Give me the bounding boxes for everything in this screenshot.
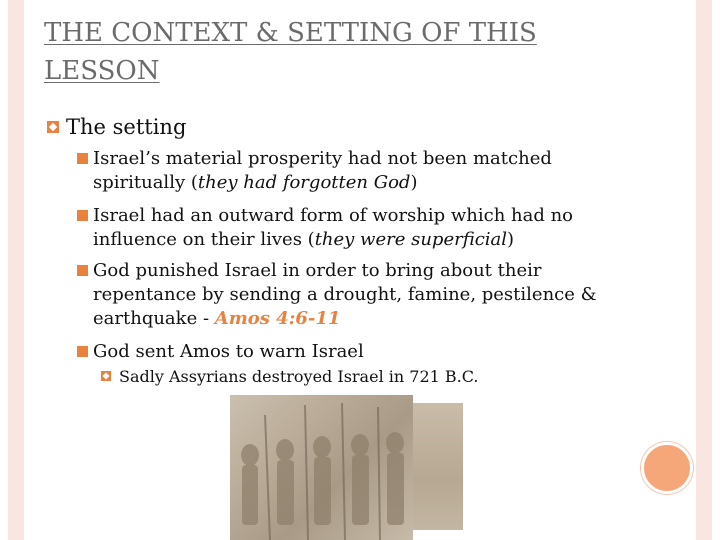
relief-image-fragment [413, 403, 463, 530]
diamond-bullet-icon [47, 121, 59, 133]
bullet-1: Israel’s material prosperity had not been matched spiritually (they had forgotten God) [93, 148, 552, 193]
bullet-4: God sent Amos to warn Israel [93, 341, 364, 362]
square-bullet-icon [77, 265, 88, 276]
decorative-circle [641, 442, 693, 494]
bullet-3: God punished Israel in order to bring about their repentance by sending a drought, famine, pestilence & earthquake - Amos 4:6-11 [93, 260, 597, 329]
square-bullet-icon [77, 346, 88, 357]
bullet-2: Israel had an outward form of worship which had no influence on their lives (they were superficial) [93, 205, 574, 250]
square-bullet-icon [77, 153, 88, 164]
setting-heading: The setting [66, 115, 187, 139]
scripture-reference: Amos 4:6-11 [214, 308, 341, 329]
assyrian-relief-image [230, 395, 413, 540]
diamond-bullet-icon [101, 371, 111, 381]
square-bullet-icon [77, 210, 88, 221]
sub-bullet: Sadly Assyrians destroyed Israel in 721 B.C. [119, 367, 479, 386]
slide-title: THE CONTEXT & SETTING OF THIS LESSON [44, 18, 537, 86]
